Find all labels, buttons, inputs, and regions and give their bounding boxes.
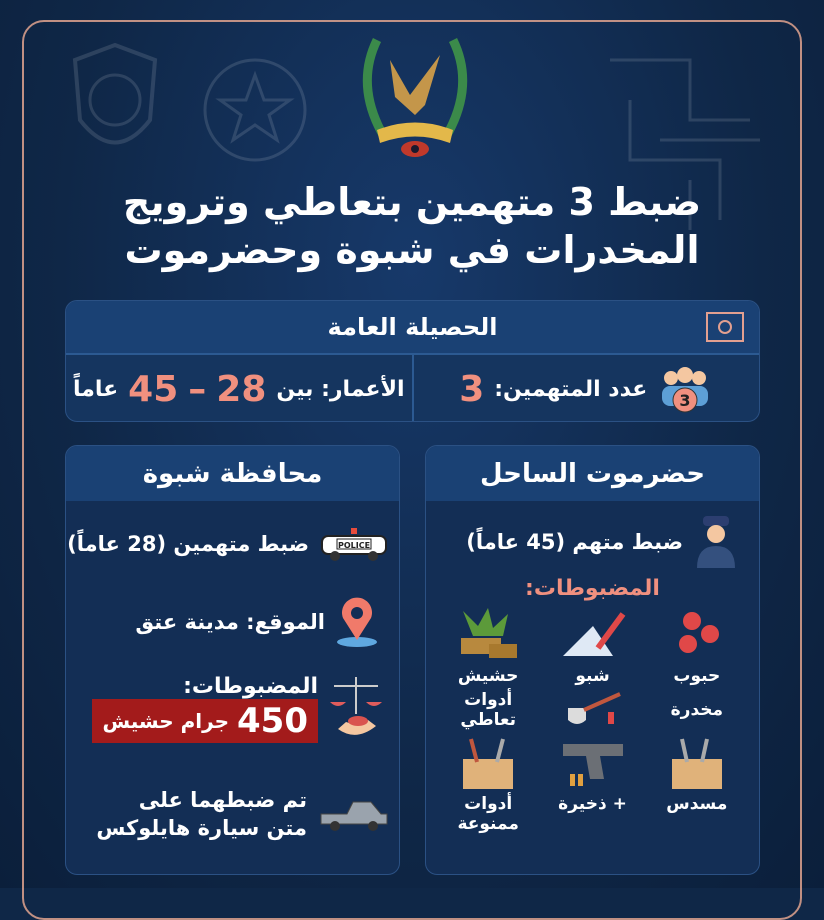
- svg-text:POLICE: POLICE: [337, 541, 371, 550]
- summary-header: [66, 301, 759, 353]
- shabwa-seized: [92, 674, 384, 744]
- seized-unit: جرام حشيش: [102, 709, 230, 733]
- seized-item-pills-line2: مخدرة: [670, 700, 724, 720]
- age-max: 45: [128, 368, 179, 410]
- shabwa-panel: [65, 445, 400, 875]
- seized-item-use-tools: [436, 690, 540, 730]
- security-emblem-logo: [355, 25, 475, 160]
- shabwa-location-text: الموقع: مدينة عتق: [135, 610, 325, 634]
- hadramout-seized-label: المضبوطات:: [525, 576, 660, 601]
- seized-amount: 450: [237, 701, 308, 741]
- accused-count: 3: [459, 368, 485, 410]
- location-pin-icon: [335, 596, 379, 648]
- seized-item-pills: [645, 606, 749, 686]
- police-car-icon: [319, 524, 389, 564]
- accused-label: عدد المتهمين:: [494, 376, 648, 402]
- headline-line-2: المخدرات في شبوة وحضرموت: [124, 228, 700, 272]
- tools-box-icon: [453, 734, 523, 794]
- shabwa-arrest: [67, 524, 389, 564]
- scale-hand-icon: [328, 674, 384, 744]
- hashish-icon: [453, 606, 523, 666]
- item-label: مسدس: [666, 794, 728, 814]
- shabwa-location: [135, 596, 379, 648]
- hadramout-panel: [425, 445, 760, 875]
- police-star-icon: [200, 55, 310, 165]
- shabwa-seized-label: المضبوطات:: [183, 674, 318, 699]
- seized-item-shabu: [540, 606, 644, 686]
- vehicle-line-2: متن سيارة هايلوكس: [96, 816, 307, 840]
- age-separator: –: [188, 368, 207, 410]
- ages-label: الأعمار: بين: [276, 376, 405, 402]
- item-label: + ذخيرة: [558, 794, 627, 814]
- summary-box: [65, 300, 760, 422]
- hadramout-heading: حضرموت الساحل: [426, 446, 759, 501]
- item-label: أدوات تعاطي: [460, 690, 516, 730]
- item-label: حشيش: [457, 666, 519, 686]
- age-min: 28: [216, 368, 267, 410]
- headline: [0, 178, 824, 274]
- pistol-icon: [558, 734, 628, 794]
- seized-item-ammo: [540, 734, 644, 834]
- seized-item-pistol: [645, 734, 749, 834]
- pills-icon: [662, 606, 732, 666]
- seized-item-hashish: [436, 606, 540, 686]
- ages-cell: [66, 355, 414, 422]
- hadramout-arrest-text: ضبط متهم (45 عاماً): [466, 530, 683, 554]
- headline-line-1: ضبط 3 متهمين بتعاطي وترويج: [122, 180, 702, 224]
- pickup-truck-icon: [317, 794, 389, 834]
- shabwa-heading: محافظة شبوة: [66, 446, 399, 501]
- shabwa-vehicle: [96, 786, 389, 842]
- pipe-icon: [558, 690, 628, 730]
- summary-heading: الحصيلة العامة: [327, 313, 498, 341]
- hadramout-arrest: [466, 514, 739, 570]
- toolbox-icon: [662, 734, 732, 794]
- shabwa-seized-amount-box: [92, 699, 318, 743]
- police-officer-icon: [693, 514, 739, 570]
- police-badge-icon: [65, 40, 165, 170]
- accused-group-icon: [657, 364, 713, 414]
- svg-text:3: 3: [679, 391, 691, 410]
- seized-items-grid: [436, 606, 749, 834]
- item-label: شبو: [575, 666, 610, 686]
- item-label: حبوب: [673, 666, 721, 686]
- seized-item-pipe: [540, 690, 644, 730]
- item-label: أدوات ممنوعة: [457, 794, 519, 834]
- accused-count-cell: [414, 355, 760, 422]
- vehicle-line-1: تم ضبطهما على: [138, 788, 307, 812]
- ages-suffix: عاماً: [73, 376, 119, 402]
- shabwa-arrest-text: ضبط متهمين (28 عاماً): [67, 532, 309, 556]
- seized-item-banned-tools: [436, 734, 540, 834]
- money-icon: [705, 311, 745, 343]
- syringe-powder-icon: [558, 606, 628, 666]
